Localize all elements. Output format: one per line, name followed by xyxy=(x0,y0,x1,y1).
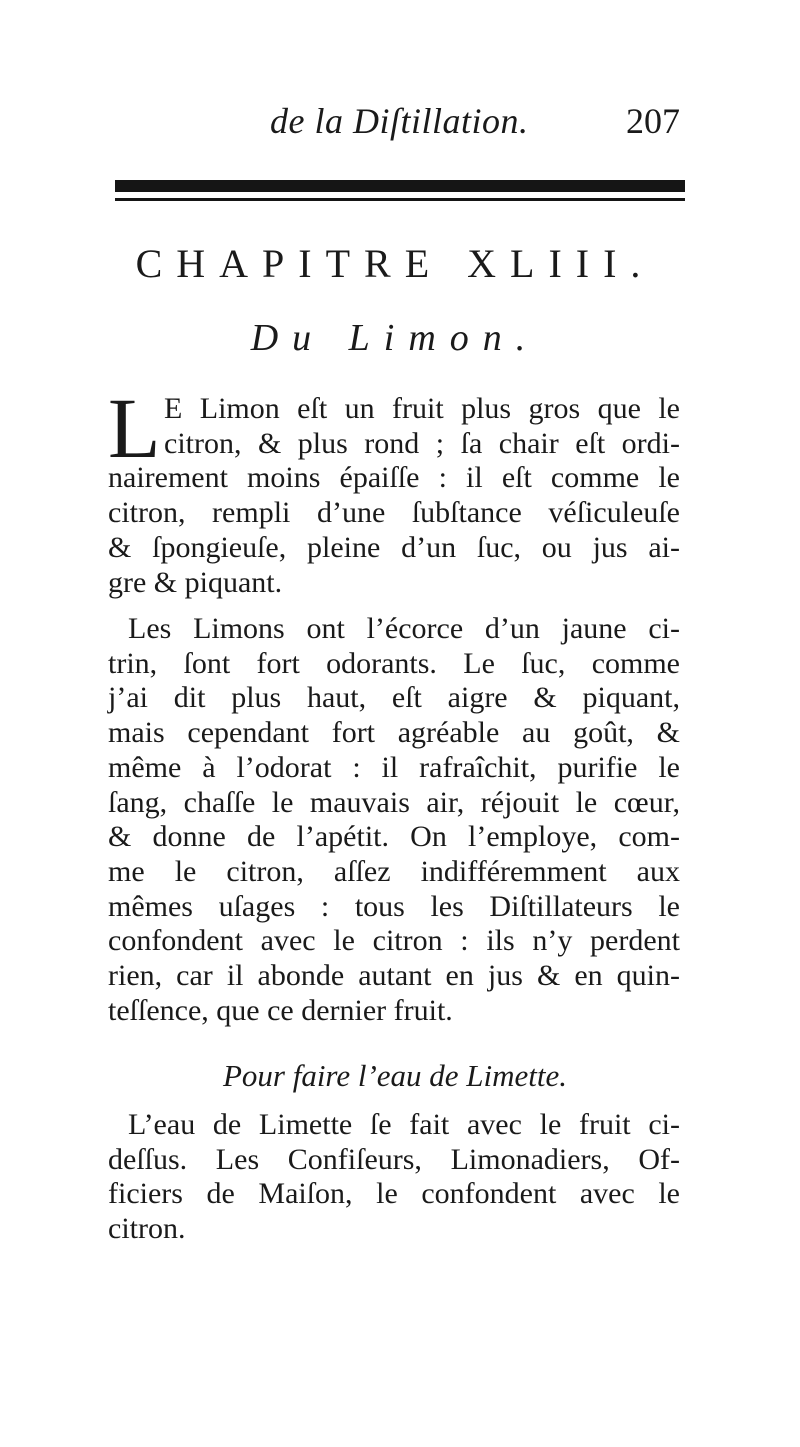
text-line: mais cependant fort agréable au goût, & xyxy=(108,716,680,750)
text-line: teſſence, que ce dernier fruit. xyxy=(108,993,453,1027)
text-line: même à l’odorat : il rafraîchit, purifie le xyxy=(108,750,680,784)
text-line: & donne de l’apétit. On l’employe, com- xyxy=(108,820,680,854)
text-line: trin, ſont fort odorants. Le ſuc, comme xyxy=(108,646,680,680)
text-line: citron. xyxy=(108,1212,186,1246)
running-title: de la Diſtillation. xyxy=(270,101,529,141)
paragraph-1 xyxy=(108,380,680,600)
drop-capital: L xyxy=(108,380,161,476)
paragraph-2 xyxy=(108,612,680,1028)
text-line: deſſus. Les Confiſeurs, Limonadiers, Of- xyxy=(108,1142,680,1176)
text-line: L’eau de Limette ſe fait avec le fruit ci- xyxy=(128,1108,680,1141)
text-line: j’ai dit plus haut, eſt aigre & piquant, xyxy=(108,681,680,715)
text-line: rien, car il abonde autant en jus & en quin- xyxy=(108,959,680,993)
running-head xyxy=(110,100,680,150)
paragraph-3 xyxy=(108,1108,680,1247)
text-line: citron, & plus rond ; ſa chair eſt ordi- xyxy=(164,426,680,460)
text-line: gre & piquant. xyxy=(108,565,283,599)
text-line: & ſpongieuſe, pleine d’un ſuc, ou jus ai- xyxy=(108,530,680,564)
text-line: citron, rempli d’une ſubſtance véſiculeuſe xyxy=(108,496,680,530)
text-line: ſang, chaſſe le mauvais air, réjouit le cœur, xyxy=(108,785,680,819)
page-number: 207 xyxy=(626,101,680,141)
text-line: me le citron, aſſez indifféremment aux xyxy=(108,854,680,888)
text-line: ficiers de Maiſon, le confondent avec le xyxy=(108,1177,680,1211)
text-line: mêmes uſages : tous les Diſtillateurs le xyxy=(108,889,680,923)
text-line: Les Limons ont l’écorce d’un jaune ci- xyxy=(128,612,680,645)
text-line: confondent avec le citron : ils n’y perdent xyxy=(108,924,680,958)
header-rule-thin xyxy=(115,198,685,201)
section-title: Du Limon. xyxy=(250,317,540,359)
text-line: nairement moins épaiſſe : il eſt comme le xyxy=(108,461,680,495)
text-line: E Limon eſt un fruit plus gros que le xyxy=(164,392,680,425)
header-rule-heavy xyxy=(115,180,685,192)
chapter-title: CHAPITRE XLIII. xyxy=(135,241,655,286)
recipe-subtitle: Pour faire l’eau de Limette. xyxy=(222,1058,568,1093)
